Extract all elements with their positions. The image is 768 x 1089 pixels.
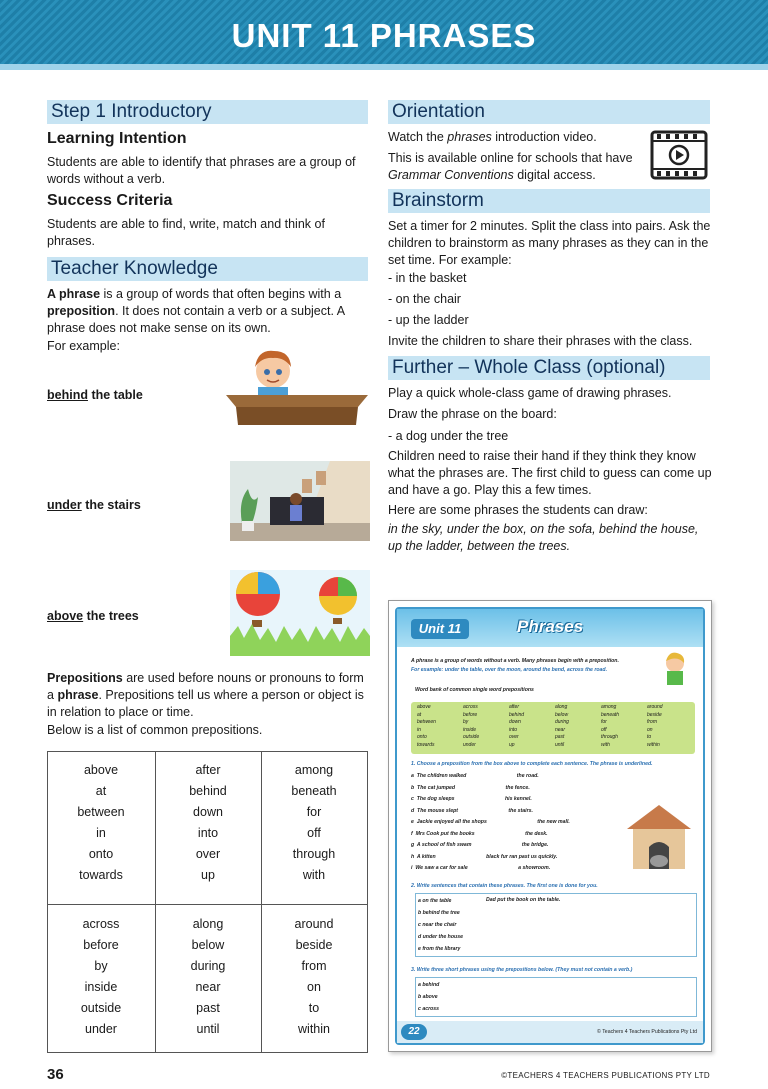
- prep-word: off: [307, 826, 321, 840]
- or-text-2b: Grammar Conventions: [388, 168, 514, 182]
- boy-eye-left: [264, 369, 270, 375]
- or-text-c: introduction video.: [491, 130, 597, 144]
- girl-head: [290, 493, 302, 505]
- prep-word: beneath: [291, 784, 337, 798]
- example-under-prep: under: [47, 498, 82, 512]
- bank-word: onto: [417, 734, 427, 740]
- bank-word: past: [555, 734, 565, 740]
- example-behind-prep: behind: [47, 388, 88, 402]
- prep-word: after: [195, 763, 221, 777]
- prep-word: before: [83, 938, 119, 952]
- bank-word: at: [417, 711, 422, 718]
- worksheet-q2-box: [415, 893, 697, 957]
- further-text-1: Play a quick whole-class game of drawing phrases.: [388, 386, 672, 400]
- example-behind: [47, 387, 143, 404]
- brainstorm-item-1: - in the basket: [388, 271, 467, 285]
- for-example-label: For example:: [47, 339, 120, 353]
- bank-word: to: [647, 734, 652, 740]
- prep-word: with: [302, 868, 326, 882]
- q3-items: [418, 979, 478, 1015]
- q1-item: c The dog sleeps his kennel.: [411, 796, 532, 802]
- success-criteria-heading: Success Criteria: [47, 192, 173, 209]
- table-cell-bottom-2: [155, 914, 261, 1040]
- bank-word: among: [601, 704, 617, 710]
- tk-text-1: is a group of words that often begins with a: [100, 287, 342, 301]
- table-cell-top-1: [48, 760, 154, 886]
- prep-word: through: [292, 847, 336, 861]
- bank-word: by: [463, 719, 469, 725]
- worksheet-title: Phrases: [517, 617, 584, 636]
- bank-word: beside: [647, 711, 662, 718]
- bank-word: along: [555, 704, 568, 710]
- q1-item: a The children walked the road.: [411, 773, 539, 779]
- prepositions-table: [47, 751, 368, 1053]
- table-cell-top-3: [261, 760, 367, 886]
- table-cell-bottom-3: [261, 914, 367, 1040]
- prep-word: until: [196, 1022, 220, 1036]
- brainstorm-item-3: - up the ladder: [388, 313, 469, 327]
- prep-word: below: [191, 938, 225, 952]
- q3-item: c across: [418, 1006, 440, 1012]
- bank-word: within: [647, 741, 660, 748]
- or-text-2c: digital access.: [513, 168, 596, 182]
- teacher-knowledge-heading: Teacher Knowledge: [47, 257, 368, 281]
- q2-item: d under the house: [418, 934, 463, 940]
- worksheet-frame: [395, 607, 705, 1045]
- bank-word: beneath: [601, 711, 620, 718]
- worksheet-credit: © Teachers 4 Teachers Publications Pty Ltd: [597, 1029, 697, 1035]
- phrase-keyword-2: phrase: [57, 688, 99, 702]
- example-under: [47, 497, 141, 514]
- bank-word: until: [555, 741, 565, 748]
- brainstorm-invite: Invite the children to share their phrases with the class.: [388, 334, 693, 348]
- worksheet-word-bank: [411, 702, 695, 754]
- bank-word: from: [647, 719, 657, 725]
- boy-eye-right: [276, 369, 282, 375]
- q2-items: [418, 895, 478, 955]
- q1-item: f Mrs Cook put the books the desk.: [411, 830, 548, 837]
- orientation-text-2: [388, 150, 638, 184]
- bank-word: below: [555, 711, 569, 718]
- table-cell-top-2: [155, 760, 261, 886]
- worksheet-example: For example: under the table, over the moon, around the bend, across the road.: [411, 667, 608, 673]
- prep-word: over: [195, 847, 221, 861]
- prep-word: to: [308, 1001, 320, 1015]
- bank-col-3: [509, 704, 524, 749]
- further-heading: Further – Whole Class (optional): [388, 356, 710, 380]
- worksheet-q1-items: [411, 771, 611, 875]
- prep-word: on: [307, 980, 321, 994]
- worksheet-footer: [397, 1021, 703, 1043]
- bank-word: in: [417, 726, 421, 733]
- basket-large: [252, 620, 262, 627]
- worksheet-thumbnail: [388, 600, 712, 1052]
- example-above-prep: above: [47, 609, 84, 623]
- worksheet-unit-badge: Unit 11: [411, 619, 469, 639]
- bank-word: inside: [463, 726, 477, 733]
- prep-word: past: [196, 1001, 220, 1015]
- prep-word: across: [82, 917, 120, 931]
- bank-word: near: [555, 726, 566, 733]
- worksheet-kennel-illustration: [619, 799, 699, 879]
- or-text-b: phrases: [447, 130, 492, 144]
- prep-word: near: [195, 980, 221, 994]
- example-above-rest: the trees: [83, 609, 139, 623]
- bank-word: under: [463, 741, 476, 748]
- worksheet-q3-box: [415, 977, 697, 1017]
- prep-word: inside: [84, 980, 118, 994]
- prep-word: among: [294, 763, 334, 777]
- brainstorm-heading: Brainstorm: [388, 189, 710, 213]
- bank-word: with: [601, 741, 610, 748]
- basket-small: [333, 618, 342, 624]
- prep-word: outside: [80, 1001, 122, 1015]
- bank-word: between: [417, 719, 436, 725]
- worksheet-bank-title: Word bank of common single word prepositions: [415, 687, 534, 693]
- learning-intention-heading: Learning Intention: [47, 130, 187, 147]
- q3-item: b above: [418, 994, 438, 1000]
- bank-word: into: [509, 726, 518, 733]
- example-above: [47, 608, 139, 625]
- plant-pot: [242, 521, 254, 531]
- girl-dress: [290, 505, 302, 521]
- prepositions-text: [47, 670, 371, 721]
- q1-item: b The cat jumped the fence.: [411, 784, 530, 791]
- table-front: [236, 407, 358, 425]
- prep-word: around: [294, 917, 334, 931]
- teacher-knowledge-text: [47, 286, 365, 337]
- prep-word: behind: [189, 784, 227, 798]
- further-text-2: Draw the phrase on the board:: [388, 407, 557, 421]
- bank-word: behind: [509, 711, 525, 718]
- orientation-heading: Orientation: [388, 100, 710, 124]
- q1-item: h A kitten black fur ran past us quickly.: [411, 853, 558, 860]
- table-cell-bottom-1: [48, 914, 154, 1040]
- or-text-a: Watch the: [388, 130, 448, 144]
- bank-word: after: [509, 704, 520, 710]
- bank-word: before: [463, 711, 478, 718]
- prep-text-2: . Prepositions tell us where a person or object is in relation to place or time.: [47, 688, 364, 719]
- prep-word: during: [190, 959, 226, 973]
- bank-word: above: [417, 704, 431, 710]
- bank-col-5: [601, 704, 619, 749]
- phrase-keyword: A phrase: [47, 287, 101, 301]
- q2-item: a on the table: [418, 898, 452, 904]
- learning-intention-text: Students are able to identify that phrases are a group of words without a verb.: [47, 155, 356, 186]
- brainstorm-item-2: - on the chair: [388, 292, 461, 306]
- picture-frame-2: [316, 471, 326, 485]
- bank-word: for: [601, 719, 607, 725]
- prep-word: above: [83, 763, 119, 777]
- bank-col-2: [463, 704, 479, 749]
- prep-text-1: are used before nouns or pronouns to form a: [47, 671, 364, 702]
- worksheet-intro: A phrase is a group of words without a verb. Many phrases begin with a preposition.: [411, 658, 619, 664]
- piano-under-stairs-illustration: [230, 461, 370, 541]
- prep-word: at: [95, 784, 107, 798]
- q1-item: d The mouse slept the stairs.: [411, 807, 533, 814]
- bank-col-4: [555, 704, 569, 749]
- success-criteria-text: Students are able to find, write, match and think of phrases.: [47, 217, 325, 248]
- orientation-text-1: [388, 129, 638, 146]
- copyright: ©TEACHERS 4 TEACHERS PUBLICATIONS PTY LTD: [501, 1071, 710, 1080]
- balloons-above-trees-illustration: [230, 570, 370, 656]
- table-divider-h: [48, 904, 367, 905]
- bank-word: down: [509, 719, 521, 725]
- prep-word: up: [201, 868, 215, 882]
- treetops: [230, 624, 370, 656]
- further-item: - a dog under the tree: [388, 429, 509, 443]
- prep-word: along: [192, 917, 224, 931]
- further-text-4: Here are some phrases the students can draw:: [388, 503, 648, 517]
- bank-word: towards: [417, 741, 435, 748]
- prep-word: under: [85, 1022, 117, 1036]
- q2-item: e from the library: [418, 946, 461, 952]
- boy-behind-table-illustration: [218, 345, 372, 430]
- step1-heading: Step 1 Introductory: [47, 100, 368, 124]
- further-text-3: Children need to raise their hand if they think they know what the phrases are. The first child to guess can come up and have a go. Play this a few times.: [388, 449, 712, 497]
- bank-word: across: [463, 704, 478, 710]
- prep-word: into: [197, 826, 219, 840]
- picture-frame-1: [302, 479, 312, 493]
- worksheet-q2: 2. Write sentences that contain these phrases. The first one is done for you.: [411, 883, 598, 889]
- q1-item: g A school of fish swam the bridge.: [411, 842, 549, 848]
- bank-word: up: [509, 741, 515, 748]
- q1-item: e Jackie enjoyed all the shops the new mall.: [411, 819, 570, 825]
- prep-word: by: [94, 959, 108, 973]
- prep-word: in: [96, 826, 106, 840]
- worksheet-character-illustration: [655, 649, 695, 689]
- bank-word: during: [555, 719, 569, 725]
- table-top: [226, 395, 368, 407]
- prep-word: beside: [295, 938, 333, 952]
- q1-item: i We saw a car for sale a showroom.: [411, 865, 551, 871]
- bank-col-1: [417, 704, 436, 749]
- bank-word: through: [601, 734, 618, 740]
- prep-word: down: [193, 805, 223, 819]
- prep-word: for: [306, 805, 322, 819]
- prep-word: onto: [88, 847, 114, 861]
- prepositions-keyword: Prepositions: [47, 671, 123, 685]
- bank-word: off: [601, 726, 607, 733]
- prep-word: from: [301, 959, 327, 973]
- bank-word: around: [647, 704, 663, 710]
- below-list-text: Below is a list of common prepositions.: [47, 723, 263, 737]
- q2-item: b behind the tree: [418, 910, 460, 916]
- tk-text-2: . It does not contain a verb or a subject. A phrase does not make sense on its own.: [47, 304, 345, 335]
- prep-word: within: [298, 1022, 330, 1036]
- unit-banner: [0, 0, 768, 70]
- page-number: 36: [47, 1066, 64, 1083]
- page-title: UNIT 11 PHRASES: [231, 17, 537, 54]
- worksheet-q1: 1. Choose a preposition from the box above to complete each sentence. The phrase is underlined.: [411, 761, 653, 767]
- q3-item: a behind: [418, 982, 440, 988]
- example-under-rest: the stairs: [81, 498, 141, 512]
- q2-answer: Dad put the book on the table.: [486, 897, 561, 903]
- q2-item: c near the chair: [418, 922, 457, 928]
- video-icon[interactable]: [650, 130, 708, 180]
- brainstorm-text: Set a timer for 2 minutes. Split the class into pairs. Ask the children to brainstorm as many phrases as they can in the set time. For example:: [388, 219, 711, 267]
- bank-word: on: [647, 726, 653, 733]
- worksheet-q3: 3. Write three short phrases using the prepositions below. (They must not contain a verb.): [411, 967, 633, 973]
- worksheet-header: [397, 609, 703, 647]
- prep-word: between: [77, 805, 125, 819]
- bank-word: outside: [463, 734, 480, 740]
- example-behind-rest: the table: [87, 388, 143, 402]
- preposition-keyword: preposition: [47, 304, 116, 318]
- prep-word: towards: [79, 868, 123, 882]
- bank-col-6: [647, 704, 663, 749]
- or-text-2a: This is available online for schools that have: [388, 151, 633, 165]
- further-phrase-list: in the sky, under the box, on the sofa, behind the house, up the ladder, between the trees.: [388, 522, 699, 553]
- bank-word: over: [509, 734, 519, 740]
- worksheet-page-number: 22: [401, 1024, 427, 1040]
